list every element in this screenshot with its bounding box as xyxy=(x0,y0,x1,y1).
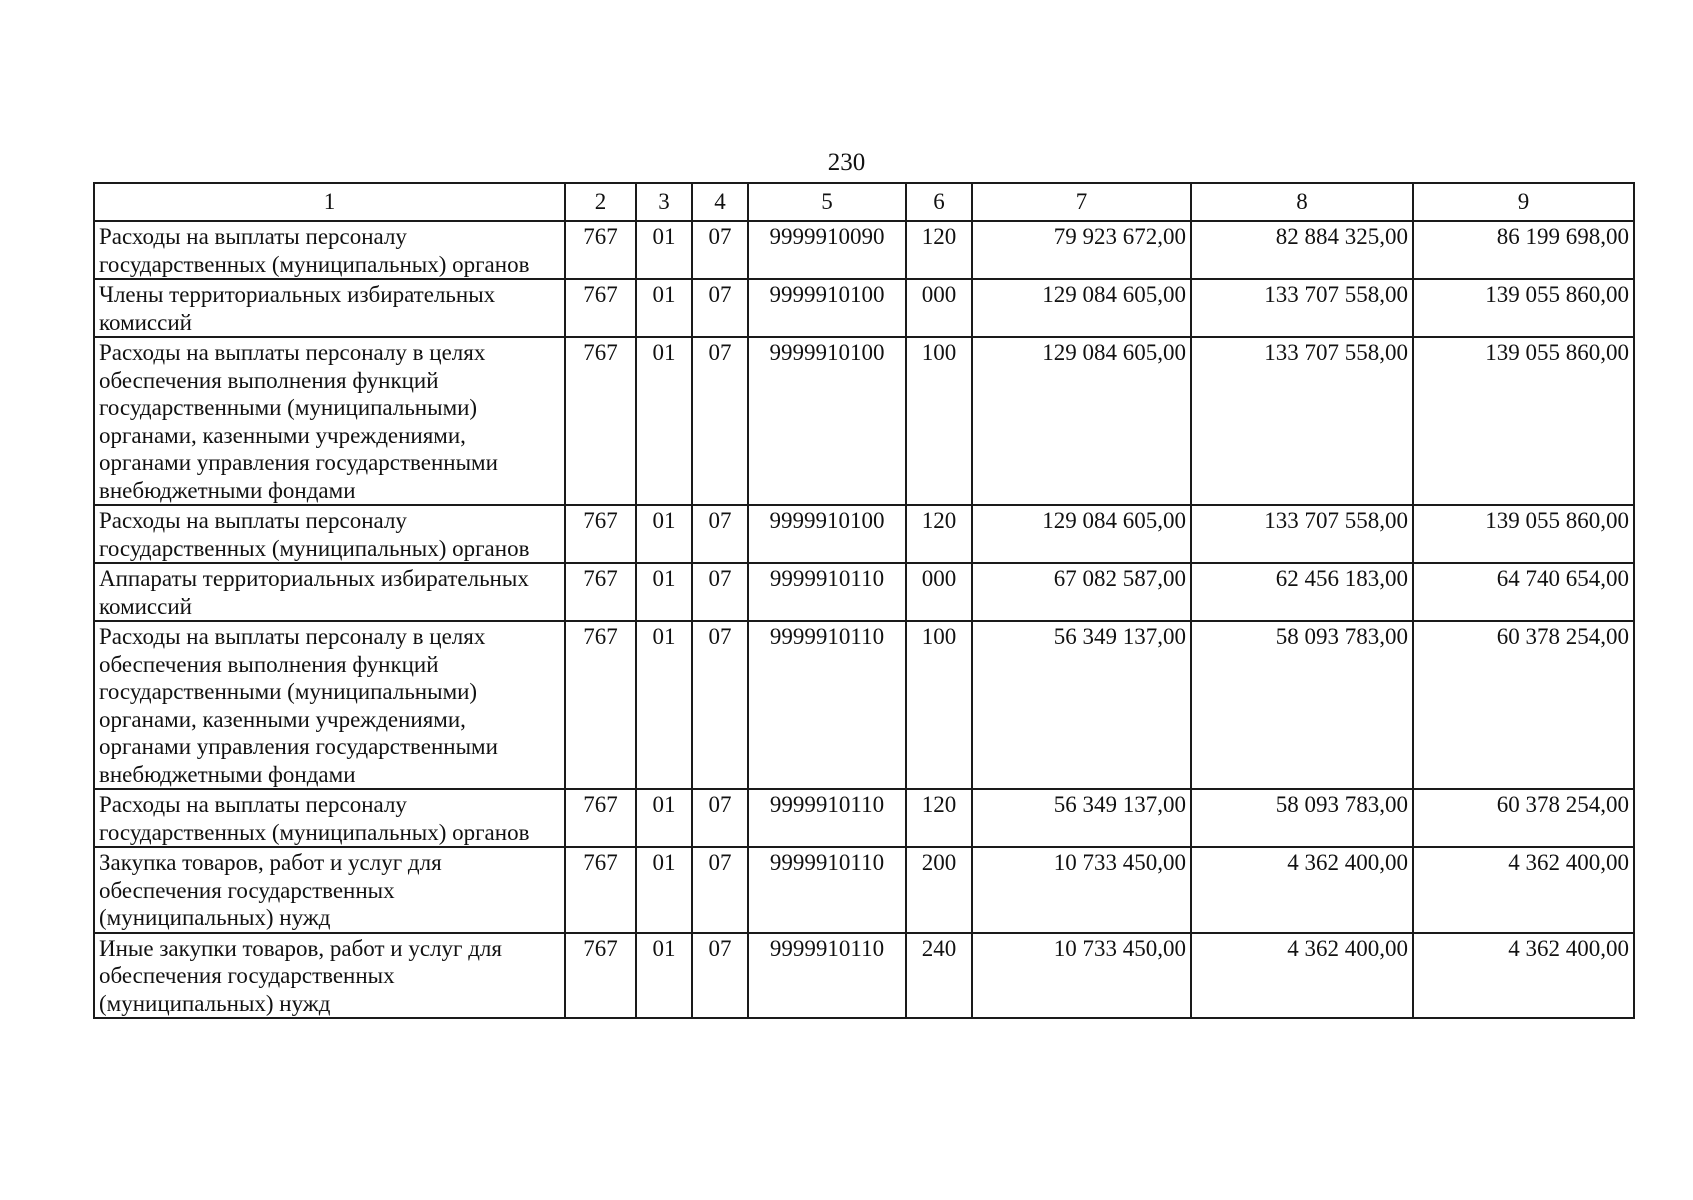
amount-cell-col9: 4 362 400,00 xyxy=(1413,933,1634,1019)
ministry-code-cell: 767 xyxy=(565,221,636,279)
target-article-cell: 9999910090 xyxy=(748,221,906,279)
expense-type-cell: 000 xyxy=(906,563,972,621)
amount-cell-col8: 133 707 558,00 xyxy=(1191,337,1413,505)
header-cell: 8 xyxy=(1191,183,1413,221)
subsection-code-cell: 07 xyxy=(692,505,748,563)
expense-name-cell: Расходы на выплаты персоналу в целях обеспечения выполнения функций государственными (муниципальными) органами, казенными учреждениями, органами управления государственными внебюджетными фондами xyxy=(94,621,565,789)
subsection-code-cell: 07 xyxy=(692,563,748,621)
expense-type-cell: 240 xyxy=(906,933,972,1019)
amount-cell-col7: 10 733 450,00 xyxy=(972,847,1191,933)
subsection-code-cell: 07 xyxy=(692,933,748,1019)
target-article-cell: 9999910110 xyxy=(748,563,906,621)
amount-cell-col8: 133 707 558,00 xyxy=(1191,279,1413,337)
expense-type-cell: 200 xyxy=(906,847,972,933)
ministry-code-cell: 767 xyxy=(565,621,636,789)
amount-cell-col8: 58 093 783,00 xyxy=(1191,621,1413,789)
subsection-code-cell: 07 xyxy=(692,847,748,933)
section-code-cell: 01 xyxy=(636,847,692,933)
section-code-cell: 01 xyxy=(636,563,692,621)
subsection-code-cell: 07 xyxy=(692,621,748,789)
target-article-cell: 9999910100 xyxy=(748,279,906,337)
header-row xyxy=(94,183,1634,221)
section-code-cell: 01 xyxy=(636,505,692,563)
section-code-cell: 01 xyxy=(636,621,692,789)
expense-type-cell: 120 xyxy=(906,505,972,563)
amount-cell-col8: 4 362 400,00 xyxy=(1191,847,1413,933)
page-number: 230 xyxy=(827,149,866,176)
expense-name-cell: Закупка товаров, работ и услуг для обеспечения государственных (муниципальных) нужд xyxy=(94,847,565,933)
header-cell: 4 xyxy=(692,183,748,221)
ministry-code-cell: 767 xyxy=(565,563,636,621)
ministry-code-cell: 767 xyxy=(565,337,636,505)
amount-cell-col7: 129 084 605,00 xyxy=(972,337,1191,505)
amount-cell-col7: 10 733 450,00 xyxy=(972,933,1191,1019)
ministry-code-cell: 767 xyxy=(565,789,636,847)
amount-cell-col8: 133 707 558,00 xyxy=(1191,505,1413,563)
target-article-cell: 9999910100 xyxy=(748,337,906,505)
target-article-cell: 9999910110 xyxy=(748,621,906,789)
expense-name-cell: Аппараты территориальных избирательных комиссий xyxy=(94,563,565,621)
amount-cell-col9: 139 055 860,00 xyxy=(1413,337,1634,505)
header-cell: 6 xyxy=(906,183,972,221)
expense-name-cell: Расходы на выплаты персоналу государственных (муниципальных) органов xyxy=(94,789,565,847)
amount-cell-col9: 139 055 860,00 xyxy=(1413,505,1634,563)
amount-cell-col7: 56 349 137,00 xyxy=(972,621,1191,789)
amount-cell-col9: 4 362 400,00 xyxy=(1413,847,1634,933)
header-cell: 3 xyxy=(636,183,692,221)
amount-cell-col7: 129 084 605,00 xyxy=(972,505,1191,563)
amount-cell-col9: 86 199 698,00 xyxy=(1413,221,1634,279)
amount-cell-col8: 82 884 325,00 xyxy=(1191,221,1413,279)
target-article-cell: 9999910110 xyxy=(748,933,906,1019)
table-row xyxy=(94,505,1634,563)
header-cell: 5 xyxy=(748,183,906,221)
amount-cell-col7: 129 084 605,00 xyxy=(972,279,1191,337)
expense-type-cell: 120 xyxy=(906,221,972,279)
ministry-code-cell: 767 xyxy=(565,279,636,337)
target-article-cell: 9999910110 xyxy=(748,789,906,847)
header-cell: 1 xyxy=(94,183,565,221)
header-cell: 2 xyxy=(565,183,636,221)
header-cell: 9 xyxy=(1413,183,1634,221)
expense-name-cell: Иные закупки товаров, работ и услуг для обеспечения государственных (муниципальных) нужд xyxy=(94,933,565,1019)
expense-type-cell: 000 xyxy=(906,279,972,337)
amount-cell-col9: 139 055 860,00 xyxy=(1413,279,1634,337)
table-row xyxy=(94,563,1634,621)
ministry-code-cell: 767 xyxy=(565,847,636,933)
section-code-cell: 01 xyxy=(636,221,692,279)
section-code-cell: 01 xyxy=(636,279,692,337)
amount-cell-col7: 56 349 137,00 xyxy=(972,789,1191,847)
ministry-code-cell: 767 xyxy=(565,505,636,563)
section-code-cell: 01 xyxy=(636,337,692,505)
table-row xyxy=(94,789,1634,847)
table-row xyxy=(94,847,1634,933)
amount-cell-col8: 62 456 183,00 xyxy=(1191,563,1413,621)
amount-cell-col8: 58 093 783,00 xyxy=(1191,789,1413,847)
table-row xyxy=(94,337,1634,505)
section-code-cell: 01 xyxy=(636,789,692,847)
target-article-cell: 9999910110 xyxy=(748,847,906,933)
amount-cell-col8: 4 362 400,00 xyxy=(1191,933,1413,1019)
expense-name-cell: Расходы на выплаты персоналу государственных (муниципальных) органов xyxy=(94,505,565,563)
expense-type-cell: 120 xyxy=(906,789,972,847)
subsection-code-cell: 07 xyxy=(692,279,748,337)
amount-cell-col7: 79 923 672,00 xyxy=(972,221,1191,279)
expense-name-cell: Расходы на выплаты персоналу государственных (муниципальных) органов xyxy=(94,221,565,279)
budget-table xyxy=(93,182,1635,1019)
target-article-cell: 9999910100 xyxy=(748,505,906,563)
expense-name-cell: Члены территориальных избирательных комиссий xyxy=(94,279,565,337)
subsection-code-cell: 07 xyxy=(692,789,748,847)
amount-cell-col9: 60 378 254,00 xyxy=(1413,621,1634,789)
subsection-code-cell: 07 xyxy=(692,221,748,279)
ministry-code-cell: 767 xyxy=(565,933,636,1019)
table-row xyxy=(94,621,1634,789)
header-cell: 7 xyxy=(972,183,1191,221)
table-row xyxy=(94,933,1634,1019)
amount-cell-col9: 60 378 254,00 xyxy=(1413,789,1634,847)
subsection-code-cell: 07 xyxy=(692,337,748,505)
expense-name-cell: Расходы на выплаты персоналу в целях обеспечения выполнения функций государственными (муниципальными) органами, казенными учреждениями, органами управления государственными внебюджетными фондами xyxy=(94,337,565,505)
table-row xyxy=(94,279,1634,337)
amount-cell-col7: 67 082 587,00 xyxy=(972,563,1191,621)
table-row xyxy=(94,221,1634,279)
expense-type-cell: 100 xyxy=(906,337,972,505)
expense-type-cell: 100 xyxy=(906,621,972,789)
amount-cell-col9: 64 740 654,00 xyxy=(1413,563,1634,621)
section-code-cell: 01 xyxy=(636,933,692,1019)
